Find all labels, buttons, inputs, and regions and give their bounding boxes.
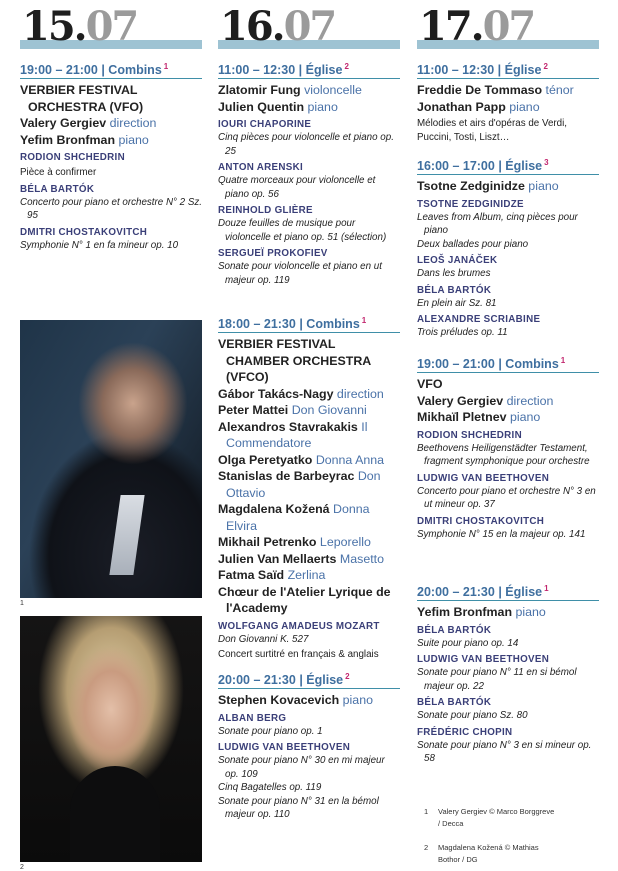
credit-text: Valery Gergiev © Marco Borggreve / Decca xyxy=(438,807,555,828)
event-time-venue: 16:00 – 17:00 | Église $^3$ xyxy=(417,158,599,175)
photo-credit xyxy=(424,842,558,866)
performer xyxy=(218,468,400,501)
performer-name: Mikhail Petrenko xyxy=(218,535,317,550)
performer-name: Freddie De Tommaso xyxy=(417,83,543,98)
work-title: Suite pour piano op. 14 xyxy=(417,637,519,649)
performer-name: Stephen Kovacevich xyxy=(218,693,340,708)
work-title: Concerto pour piano et orchestre N° 3 en ut mineur op. 37 xyxy=(417,485,596,511)
composer-name: BÉLA BARTÓK xyxy=(20,183,95,195)
venue-footnote: 1 xyxy=(544,584,549,593)
performer-name: Stanislas de Barbeyrac xyxy=(218,469,355,484)
date-label xyxy=(419,2,534,52)
event-time: 20:00 – 21:30 xyxy=(417,585,495,600)
composer-name: WOLFGANG AMADEUS MOZART xyxy=(218,620,380,632)
performer-role: Donna Elvira xyxy=(226,502,370,533)
composer-name: RODION SHCHEDRIN xyxy=(417,429,522,441)
event-time: 19:00 – 21:00 xyxy=(417,357,495,372)
date-day: 15. xyxy=(22,3,86,50)
photo-valery-gergiev xyxy=(20,320,202,598)
performer-name: Jonathan Papp xyxy=(417,99,506,114)
performer-name: Alexandros Stavrakakis xyxy=(218,419,358,434)
performer-role: violoncelle xyxy=(304,83,362,98)
venue-footnote: 2 xyxy=(543,62,548,71)
performer xyxy=(417,178,599,195)
work-title: Sonate pour piano N° 3 en si mineur op. 58 xyxy=(417,739,592,765)
performer-role: Leporello xyxy=(319,535,371,550)
work-title: Symphonie N° 1 en fa mineur op. 10 xyxy=(20,239,179,251)
work-title: Cinq Bagatelles op. 119 xyxy=(218,782,322,794)
performer xyxy=(218,567,400,584)
program-note: Concert surtitré en français & anglais xyxy=(218,649,379,661)
composer-name: BÉLA BARTÓK xyxy=(417,284,492,296)
venue-footnote: 2 xyxy=(344,62,349,71)
photo-magdalena-kozena xyxy=(20,616,202,862)
event-time-venue: 20:00 – 21:30 | Église $^2$ xyxy=(218,672,400,689)
event-venue: Église xyxy=(306,673,344,688)
event-venue: Église xyxy=(305,63,343,78)
performer-role: direction xyxy=(336,386,384,401)
performer xyxy=(218,692,400,709)
performer-role: direction xyxy=(109,116,157,131)
concert-event xyxy=(417,584,599,766)
performer xyxy=(20,82,202,115)
event-time-venue: 20:00 – 21:30 | Église $^1$ xyxy=(417,584,599,601)
performer xyxy=(417,409,599,426)
composer-name: LUDWIG VAN BEETHOVEN xyxy=(218,742,351,754)
work-title: Sonate pour piano N° 11 en si bémol majeur op. 22 xyxy=(417,667,577,692)
event-time: 11:00 – 12:30 xyxy=(417,63,495,78)
performer-name: Valery Gergiev xyxy=(417,393,504,408)
performer xyxy=(417,604,599,621)
event-time-venue: 19:00 – 21:00 | Combins $^1$ xyxy=(417,356,599,373)
work-title: Sonate pour piano op. 1 xyxy=(218,725,323,737)
performer-role: piano xyxy=(342,693,373,708)
concert-event xyxy=(218,672,400,822)
performer xyxy=(218,99,400,116)
performer xyxy=(218,584,400,617)
work-title: Leaves from Album, cinq pièces pour piano xyxy=(417,211,578,237)
performer xyxy=(417,82,599,99)
venue-footnote: 3 xyxy=(544,158,549,167)
performer xyxy=(417,376,599,393)
program-note: Mélodies et airs d'opéras de Verdi, Puccini, Tosti, Liszt… xyxy=(417,118,567,143)
composer-name: FRÉDÉRIC CHOPIN xyxy=(417,726,513,738)
date-header xyxy=(218,0,400,52)
performer-name: Tsotne Zedginidze xyxy=(417,179,525,194)
date-month: 07 xyxy=(482,3,535,50)
concert-event xyxy=(417,62,599,144)
shirt-collar xyxy=(109,495,144,575)
performer xyxy=(218,452,400,469)
performer-role: piano xyxy=(509,99,540,114)
work-title: Concerto pour piano et orchestre N° 2 Sz. 95 xyxy=(20,196,202,222)
concert-event xyxy=(417,158,599,340)
event-venue: Combins xyxy=(306,317,360,332)
performer-name: Julien Quentin xyxy=(218,99,305,114)
performer-name: Peter Mattei xyxy=(218,403,289,418)
event-venue: Combins xyxy=(108,63,162,78)
work-title: Trois préludes op. 11 xyxy=(417,327,508,339)
performer-name: VERBIER FESTIVAL CHAMBER ORCHESTRA (VFCO) xyxy=(218,337,371,385)
work-title: Dans les brumes xyxy=(417,268,491,280)
venue-footnote: 1 xyxy=(560,356,566,365)
date-label xyxy=(22,2,137,52)
concert-event xyxy=(218,62,400,287)
performer-role: Il Commendatore xyxy=(226,419,368,451)
event-time-venue: 19:00 – 21:00 | Combins $^1$ xyxy=(20,62,202,79)
performer xyxy=(218,534,400,551)
performer-role: piano xyxy=(307,99,338,114)
performer-name: Mikhaïl Pletnev xyxy=(417,410,507,425)
composer-name: LUDWIG VAN BEETHOVEN xyxy=(417,472,550,484)
concert-event xyxy=(417,356,599,541)
work-title: En plein air Sz. 81 xyxy=(417,297,497,309)
performer xyxy=(218,402,400,419)
work-title: Beethovens Heiligenstädter Testament, fragment symphonique pour orchestre xyxy=(417,442,590,468)
performer-name: Zlatomir Fung xyxy=(218,83,301,98)
composer-name: TSOTNE ZEDGINIDZE xyxy=(417,198,524,210)
performer-role: ténor xyxy=(545,83,574,98)
performer-role: Masetto xyxy=(339,551,384,566)
composer-name: ANTON ARENSKI xyxy=(218,162,304,174)
performer xyxy=(218,336,400,386)
event-venue: Église xyxy=(504,63,542,78)
day-column-16-07 xyxy=(218,0,400,871)
performer-role: piano xyxy=(118,132,149,147)
performer-name: Yefim Bronfman xyxy=(20,132,116,147)
work-title: Quatre morceaux pour violoncelle et piano op. 56 xyxy=(218,175,376,200)
composer-name: REINHOLD GLIÈRE xyxy=(218,205,313,217)
performer-name: Olga Peretyatko xyxy=(218,452,313,467)
event-time-venue: 11:00 – 12:30 | Église $^2$ xyxy=(417,62,599,79)
performer-role: piano xyxy=(509,410,541,425)
performer xyxy=(20,115,202,132)
composer-name: IOURI CHAPORINE xyxy=(218,119,312,131)
performer-name: Gábor Takács-Nagy xyxy=(218,386,334,401)
performer xyxy=(218,82,400,99)
photo-caption-2: 2 xyxy=(20,864,24,871)
performer-name: VFO xyxy=(417,377,443,392)
event-time: 11:00 – 12:30 xyxy=(218,63,296,78)
performer-name: Chœur de l'Atelier Lyrique de l'Academy xyxy=(218,584,391,616)
concert-event xyxy=(20,62,202,252)
performer-role: piano xyxy=(515,605,546,620)
performer xyxy=(417,393,599,410)
date-day: 17. xyxy=(419,3,483,50)
event-venue: Église xyxy=(505,159,543,174)
composer-name: BÉLA BARTÓK xyxy=(417,697,492,709)
program-note: Pièce à confirmer xyxy=(20,167,97,179)
performer-name: Magdalena Kožená xyxy=(218,502,330,517)
performer-role: direction xyxy=(506,393,554,408)
event-time-venue: 11:00 – 12:30 | Église $^2$ xyxy=(218,62,400,79)
performer xyxy=(218,419,400,452)
date-month: 07 xyxy=(283,3,336,50)
event-time: 16:00 – 17:00 xyxy=(417,159,495,174)
venue-footnote: 1 xyxy=(163,62,169,71)
composer-name: DMITRI CHOSTAKOVITCH xyxy=(20,226,148,238)
work-title: Sonate pour piano Sz. 80 xyxy=(417,710,528,722)
performer-role: Don Giovanni xyxy=(291,403,367,418)
composer-name: LUDWIG VAN BEETHOVEN xyxy=(417,654,550,666)
work-title: Sonate pour piano N° 31 en la bémol majeur op. 110 xyxy=(218,795,379,821)
performer-name: Julien Van Mellaerts xyxy=(218,551,337,566)
venue-footnote: 2 xyxy=(345,672,350,681)
work-title: Douze feuilles de musique pour violoncelle et piano op. 51 (sélection) xyxy=(218,218,387,243)
date-month: 07 xyxy=(85,3,138,50)
event-time-venue: 18:00 – 21:30 | Combins $^1$ xyxy=(218,316,400,333)
concert-event xyxy=(218,316,400,662)
performer-role: Don Ottavio xyxy=(226,469,381,500)
dark-dress xyxy=(70,766,160,862)
performer-name: Fatma Saïd xyxy=(218,568,285,583)
performer-role: Zerlina xyxy=(287,568,326,583)
performer xyxy=(218,386,400,403)
performer-name: VERBIER FESTIVAL ORCHESTRA (VFO) xyxy=(20,83,144,114)
performer xyxy=(218,551,400,568)
performer-role: Donna Anna xyxy=(315,452,385,467)
date-day: 16. xyxy=(220,3,284,50)
event-time: 20:00 – 21:30 xyxy=(218,673,296,688)
day-column-17-07 xyxy=(417,0,599,871)
event-venue: Combins xyxy=(505,357,559,372)
venue-footnote: 1 xyxy=(361,316,367,325)
work-title: Cinq pièces pour violoncelle et piano op. 25 xyxy=(218,132,394,157)
composer-name: BÉLA BARTÓK xyxy=(417,624,492,636)
performer xyxy=(20,132,202,149)
work-title: Symphonie N° 15 en la majeur op. 141 xyxy=(417,528,586,540)
performer-role: piano xyxy=(528,179,559,194)
performer xyxy=(417,99,599,116)
composer-name: SERGUEÏ PROKOFIEV xyxy=(218,248,328,260)
performer-name: Yefim Bronfman xyxy=(417,605,513,620)
work-title: Deux ballades pour piano xyxy=(417,238,529,250)
composer-name: LEOŠ JANÁČEK xyxy=(417,255,498,267)
credit-number: 2 xyxy=(424,843,429,852)
work-title: Don Giovanni K. 527 xyxy=(218,633,309,645)
event-venue: Église xyxy=(505,585,543,600)
date-header xyxy=(20,0,202,52)
performer-name: Valery Gergiev xyxy=(20,116,107,131)
composer-name: ALBAN BERG xyxy=(218,712,287,724)
composer-name: RODION SHCHEDRIN xyxy=(20,152,125,164)
performer xyxy=(218,501,400,534)
work-title: Sonate pour violoncelle et piano en ut majeur op. 119 xyxy=(218,261,382,286)
photo-caption-1: 1 xyxy=(20,600,24,607)
event-time: 19:00 – 21:00 xyxy=(20,63,98,78)
credit-number: 1 xyxy=(424,807,429,816)
event-time: 18:00 – 21:30 xyxy=(218,317,296,332)
date-label xyxy=(220,2,335,52)
day-column-15-07 xyxy=(20,0,202,320)
work-title: Sonate pour piano N° 30 en mi majeur op. 109 xyxy=(218,755,385,780)
photo-credit xyxy=(424,806,558,830)
date-header xyxy=(417,0,599,52)
composer-name: ALEXANDRE SCRIABINE xyxy=(417,314,541,326)
composer-name: DMITRI CHOSTAKOVITCH xyxy=(417,515,545,527)
credit-text: Magdalena Kožená © Mathias Bothor / DG xyxy=(438,843,539,864)
